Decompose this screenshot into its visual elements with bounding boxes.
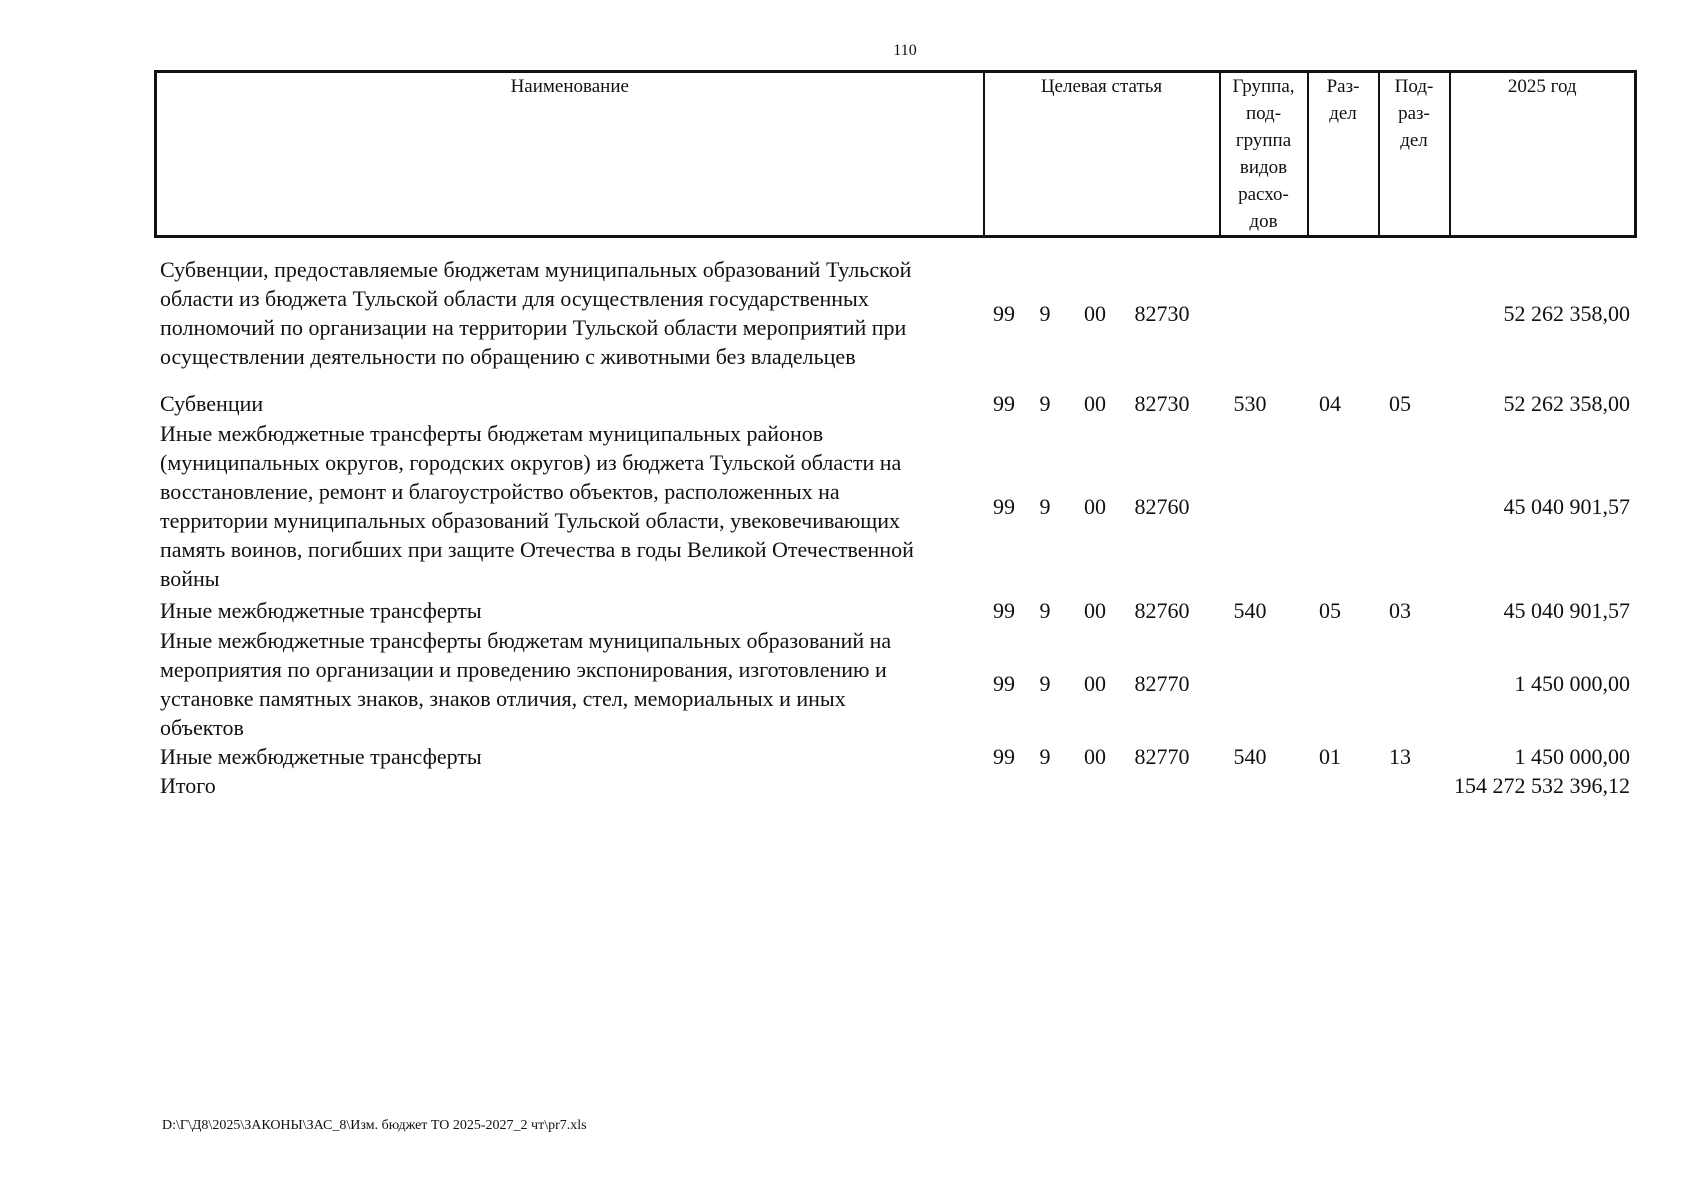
header-section: Раз- дел — [1308, 72, 1379, 237]
subprogram-code: 9 — [1039, 494, 1051, 519]
table-row — [0, 596, 1696, 625]
amount: 52 262 358,00 — [1503, 391, 1630, 416]
amount: 52 262 358,00 — [1503, 301, 1630, 326]
header-group: Группа, под- группа видов расхо- дов — [1220, 72, 1308, 237]
amount: 1 450 000,00 — [1514, 671, 1630, 696]
group-code: 530 — [1233, 391, 1267, 416]
direction-code: 82730 — [1134, 391, 1190, 416]
amount: 45 040 901,57 — [1503, 598, 1630, 623]
subprogram-code: 9 — [1039, 301, 1051, 326]
total-amount: 154 272 532 396,12 — [1454, 773, 1630, 798]
event-code: 00 — [1084, 744, 1106, 769]
group-code: 540 — [1233, 598, 1267, 623]
program-code: 99 — [993, 494, 1015, 519]
subprogram-code: 9 — [1039, 391, 1051, 416]
direction-code: 82760 — [1134, 494, 1190, 519]
program-code: 99 — [993, 301, 1015, 326]
event-code: 00 — [1084, 391, 1106, 416]
table-row — [0, 419, 1696, 593]
header-year: 2025 год — [1450, 72, 1636, 237]
row-name: Иные межбюджетные трансферты бюджетам муниципальных районов (муниципальных округов, городских округов) из бюджета Тульской области на восстановление, ремонт и благоустройство объектов, расположенных на территории муниципальных образований Тульской области, увековечивающих память воинов, погибших при защите Отечества в годы Великой Отечественной войны — [160, 421, 914, 591]
event-code: 00 — [1084, 494, 1106, 519]
amount: 1 450 000,00 — [1514, 744, 1630, 769]
file-path: D:\Г\Д8\2025\ЗАКОНЫ\ЗАС_8\Изм. бюджет ТО 2025-2027_2 чт\pr7.xls — [162, 1118, 587, 1133]
header-name: Наименование — [156, 72, 984, 237]
total-label: Итого — [160, 773, 216, 798]
event-code: 00 — [1084, 671, 1106, 696]
program-code: 99 — [993, 598, 1015, 623]
header-target-article: Целевая статья — [984, 72, 1220, 237]
subsection-code: 13 — [1389, 744, 1411, 769]
total-row — [0, 771, 1696, 800]
header-subsection: Под- раз- дел — [1379, 72, 1450, 237]
program-code: 99 — [993, 744, 1015, 769]
row-name: Иные межбюджетные трансферты — [160, 598, 482, 623]
section-code: 05 — [1319, 598, 1341, 623]
row-name: Иные межбюджетные трансферты бюджетам муниципальных образований на мероприятия по организации и проведению экспонирования, изготовлению и установке памятных знаков, знаков отличия, стел, мемориальных и иных объектов — [160, 628, 892, 740]
group-code: 540 — [1233, 744, 1267, 769]
event-code: 00 — [1084, 598, 1106, 623]
subsection-code: 05 — [1389, 391, 1411, 416]
page-number: 110 — [893, 42, 917, 59]
subsection-code: 03 — [1389, 598, 1411, 623]
direction-code: 82770 — [1134, 671, 1190, 696]
direction-code: 82730 — [1134, 301, 1190, 326]
direction-code: 82760 — [1134, 598, 1190, 623]
table-row — [0, 742, 1696, 771]
subprogram-code: 9 — [1039, 598, 1051, 623]
table-row — [0, 389, 1696, 418]
amount: 45 040 901,57 — [1503, 494, 1630, 519]
subprogram-code: 9 — [1039, 744, 1051, 769]
program-code: 99 — [993, 671, 1015, 696]
section-code: 01 — [1319, 744, 1341, 769]
event-code: 00 — [1084, 301, 1106, 326]
row-name: Иные межбюджетные трансферты — [160, 744, 482, 769]
table-row — [0, 255, 1696, 371]
table-row — [0, 626, 1696, 742]
program-code: 99 — [993, 391, 1015, 416]
row-name: Субвенции — [160, 391, 264, 416]
subprogram-code: 9 — [1039, 671, 1051, 696]
section-code: 04 — [1319, 391, 1341, 416]
row-name: Субвенции, предоставляемые бюджетам муниципальных образований Тульской области из бюджета Тульской области для осуществления государственных полномочий по организации на территории Тульской области мероприятий при осуществлении деятельности по обращению с животными без владельцев — [160, 257, 912, 369]
direction-code: 82770 — [1134, 744, 1190, 769]
